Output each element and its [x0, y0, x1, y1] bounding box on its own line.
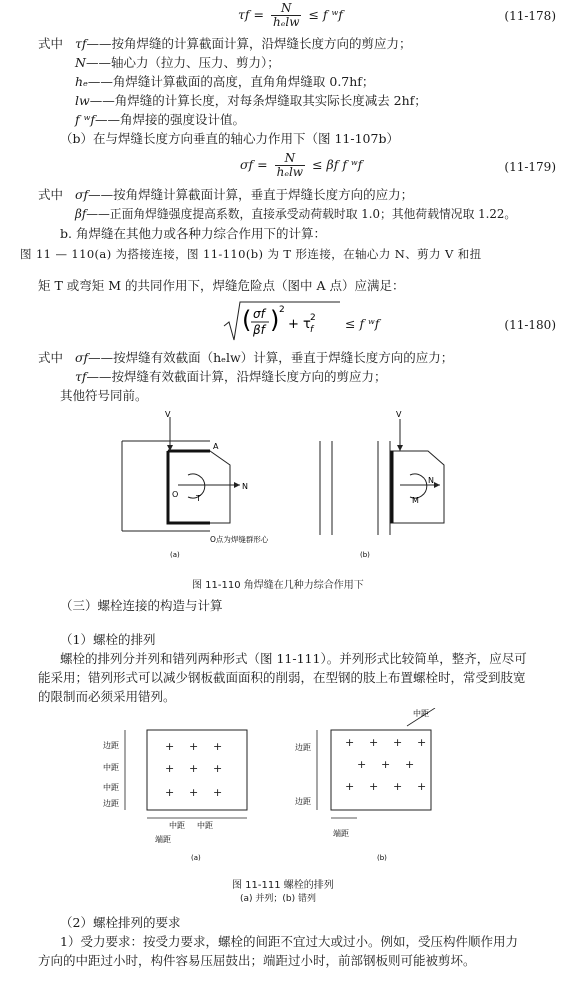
definition-line: hₑ——角焊缝计算截面的高度，直角角焊缝取 0.7hf；: [75, 74, 375, 89]
bolt-grid-b: [345, 736, 426, 793]
svg-text:+: +: [213, 762, 223, 775]
paragraph: 能采用；错列形式可以减少钢板截面面积的削弱，在型钢的肢上布置螺栓时，常受到肢宽: [38, 670, 526, 685]
subsection-heading: （1）螺栓的排列: [60, 632, 156, 647]
fig-label-t: T: [196, 494, 201, 503]
paragraph: （b）在与焊缝长度方向垂直的轴心力作用下（图 11-107b）: [60, 131, 399, 146]
label-edge: 边距: [295, 797, 311, 806]
figure-11-110: [110, 405, 470, 565]
label-edge: 边距: [103, 799, 119, 808]
definition-line: 式中 σf——按角焊缝计算截面计算，垂直于焊缝长度方向的应力；: [38, 187, 414, 202]
svg-text:+ τ: + τ: [288, 317, 311, 332]
svg-text:βf: βf: [253, 323, 265, 337]
bolt-grid-a: [165, 740, 222, 799]
svg-text:+: +: [381, 758, 391, 771]
svg-text:+: +: [345, 736, 355, 749]
svg-text:+: +: [213, 786, 223, 799]
fig-label-n-b: N: [428, 476, 434, 485]
svg-text:+: +: [357, 758, 367, 771]
svg-text:+: +: [189, 740, 199, 753]
label-mid: 中距: [413, 709, 429, 718]
fig-label-a: A: [213, 442, 219, 451]
svg-text:+: +: [189, 762, 199, 775]
figure-caption-sub: (a) 并列；(b) 错列: [240, 894, 316, 904]
paragraph: 1）受力要求：按受力要求，螺栓的间距不宜过大或过小。例如，受压构件顺作用力: [60, 934, 518, 949]
svg-text:2: 2: [279, 305, 285, 315]
definition-line: 式中 σf——按焊缝有效截面（hₑlw）计算，垂直于焊缝长度方向的应力；: [38, 350, 454, 365]
figure-caption: 图 11-110 角焊缝在几种力综合作用下: [192, 580, 364, 591]
paragraph: 的限制而必须采用错列。: [38, 689, 176, 704]
equation-11-180: [222, 298, 342, 344]
paragraph: 矩 T 或弯矩 M 的共同作用下，焊缝危险点（图中 A 点）应满足：: [38, 278, 405, 293]
svg-text:(: (: [242, 306, 252, 334]
section-heading: （三）螺栓连接的构造与计算: [60, 598, 223, 613]
fig-sub-b: (b): [360, 551, 370, 559]
label-mid: 中距: [103, 763, 119, 772]
label-end: 端距: [333, 829, 349, 838]
definition-line: lw——角焊缝的计算长度，对每条焊缝取其实际长度减去 2hf；: [75, 93, 427, 108]
svg-text:+: +: [417, 736, 427, 749]
fig-label-v: V: [165, 410, 171, 419]
svg-text:+: +: [405, 758, 415, 771]
paragraph: 其他符号同前。: [60, 388, 148, 403]
paragraph: 图 11 — 110(a) 为搭接连接，图 11-110(b) 为 T 形连接，在轴心力 N、剪力 V 和扭: [20, 247, 482, 261]
fig-label-v-b: V: [396, 410, 402, 419]
definition-line: 式中 τf——按角焊缝的计算截面计算，沿焊缝长度方向的剪应力；: [38, 36, 412, 51]
paragraph: 方向的中距过小时，构件容易压屈鼓出；端距过小时，前部钢板则可能被剪坏。: [38, 953, 476, 968]
label-edge: 边距: [295, 743, 311, 752]
equation-11-179: σf = $\frac{N}{\text{hₑlw}}$ ≤ βf f ʷf: [240, 151, 363, 179]
equation-number: (11-179): [504, 160, 556, 174]
equation-11-178: τf = $\frac{N}{\text{hₑlw}}$ ≤ f ʷf: [238, 1, 343, 29]
svg-text:+: +: [213, 740, 223, 753]
fig-sub-a: (a): [191, 854, 201, 862]
subsection-heading: （2）螺栓排列的要求: [60, 915, 181, 930]
svg-text:+: +: [345, 780, 355, 793]
label-mid: 中距: [103, 783, 119, 792]
fig-sub-a: (a): [170, 551, 180, 559]
label-mid: 中距: [169, 821, 185, 830]
svg-text:2: 2: [310, 313, 316, 323]
svg-text:+: +: [165, 762, 175, 775]
svg-text:): ): [270, 306, 280, 334]
fig-label-n: N: [242, 482, 248, 491]
svg-text:+: +: [165, 740, 175, 753]
svg-text:f: f: [310, 325, 314, 335]
fig-label-m: M: [412, 496, 419, 505]
definition-line: βf——正面角焊缝强度提高系数，直接承受动荷载时取 1.0；其他荷载情况取 1.22。: [75, 207, 517, 221]
svg-text:+: +: [369, 780, 379, 793]
equation-number: (11-180): [504, 318, 556, 332]
fig-sub-b: (b): [377, 854, 387, 862]
label-edge: 边距: [103, 741, 119, 750]
fig-note: O点为焊缝群形心: [210, 535, 269, 544]
label-end: 端距: [155, 835, 171, 844]
svg-text:+: +: [165, 786, 175, 799]
definition-line: τf——按焊缝有效截面计算，沿焊缝长度方向的剪应力；: [75, 369, 387, 384]
svg-text:+: +: [189, 786, 199, 799]
svg-text:+: +: [393, 736, 403, 749]
svg-text:+: +: [393, 780, 403, 793]
definition-line: N——轴心力（拉力、压力、剪力）；: [75, 55, 280, 70]
svg-text:+: +: [369, 736, 379, 749]
svg-text:+: +: [417, 780, 427, 793]
figure-caption: 图 11-111 螺栓的排列: [232, 880, 334, 891]
fig-label-o: O: [172, 490, 179, 499]
equation-rhs: ≤ f ʷf: [345, 316, 380, 331]
definition-line: f ʷf——角焊接的强度设计值。: [75, 112, 245, 127]
svg-text:σf: σf: [253, 307, 265, 321]
equation-number: (11-178): [504, 9, 556, 23]
paragraph: 螺栓的排列分并列和错列两种形式（图 11-111）。并列形式比较简单，整齐，应尽可: [60, 651, 527, 666]
label-mid: 中距: [197, 821, 213, 830]
paragraph: b. 角焊缝在其他力或各种力综合作用下的计算：: [60, 226, 326, 241]
figure-11-111: [95, 708, 475, 873]
